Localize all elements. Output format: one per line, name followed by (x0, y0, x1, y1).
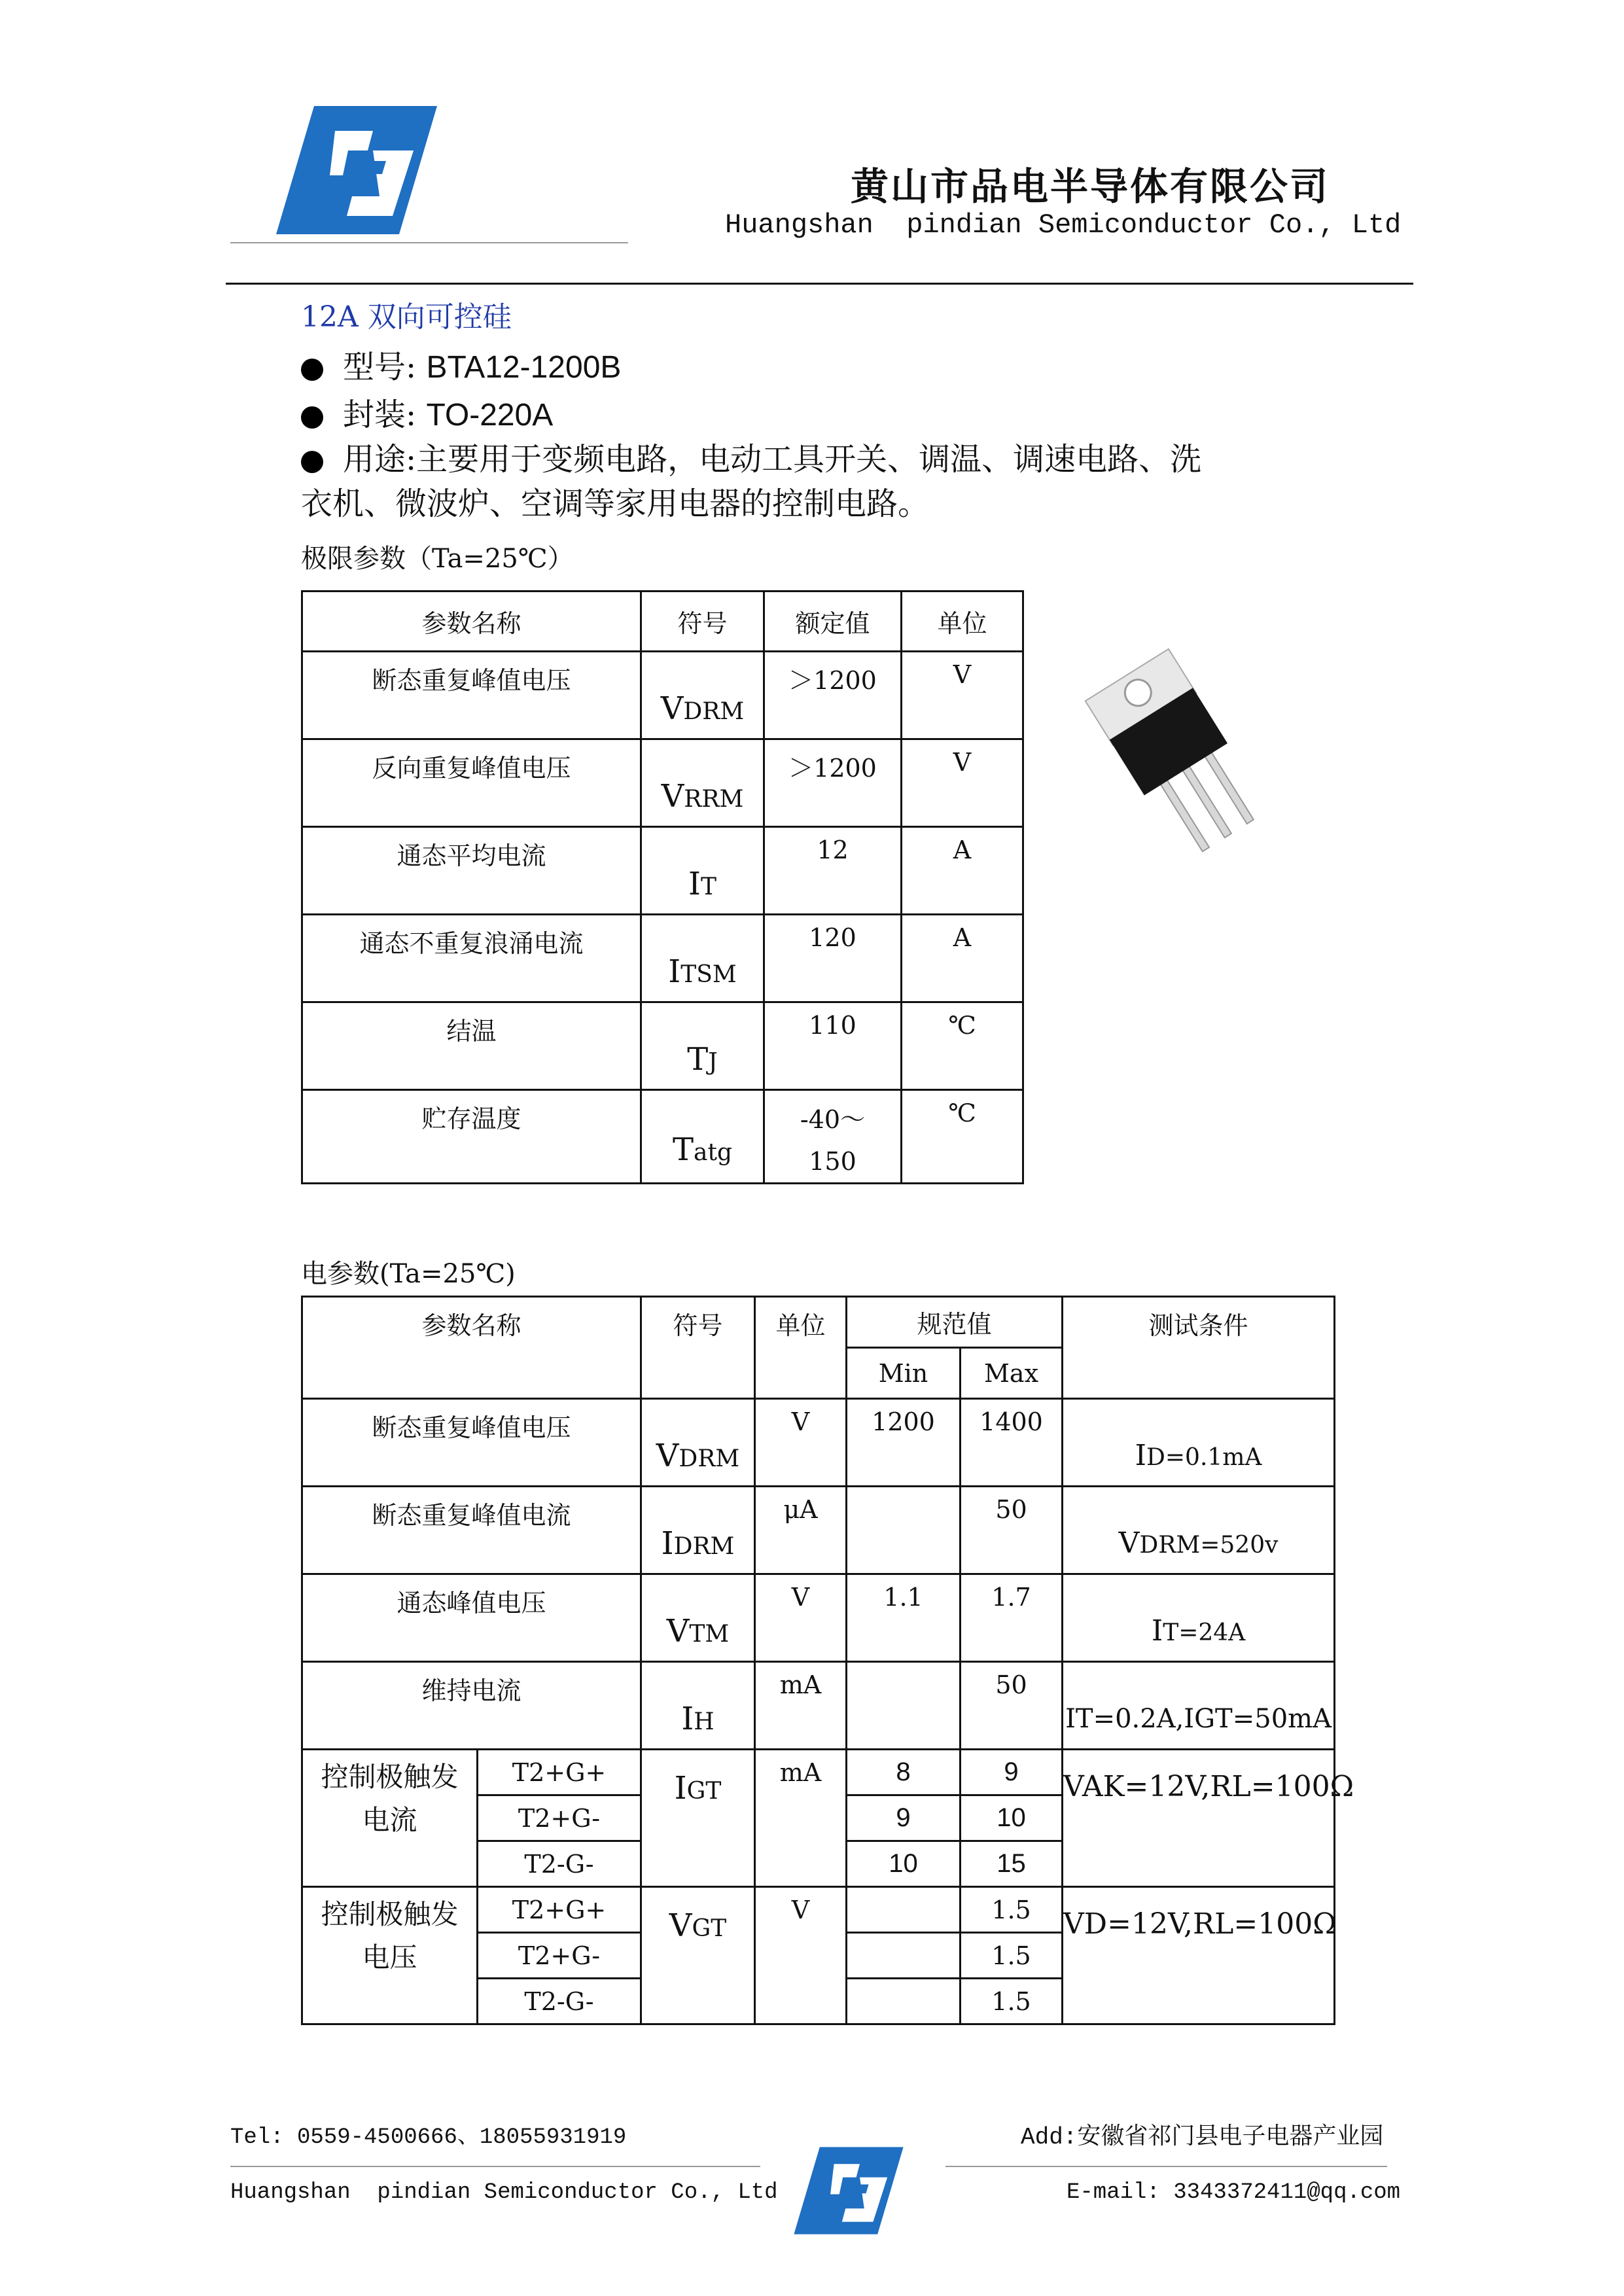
rating-value: 120 (764, 915, 902, 1002)
min-value: 8 (847, 1750, 961, 1795)
rating-value: 12 (764, 827, 902, 915)
model-label: 型号: (343, 349, 427, 385)
param-name: 断态重复峰值电压 (302, 652, 641, 739)
rating-value: ＞1200 (764, 652, 902, 739)
max-value: 50 (961, 1662, 1063, 1750)
abs-ratings-caption: 极限参数（Ta=25℃） (301, 544, 574, 574)
max-value: 15 (961, 1841, 1063, 1887)
test-condition: VD=12V,RL=100Ω (1063, 1887, 1335, 2024)
mode-cell: T2+G- (478, 1795, 641, 1841)
mode-cell: T2-G- (478, 1979, 641, 2024)
unit-cell: A (902, 915, 1023, 1002)
test-condition: IT=0.2A,IGT=50mA (1063, 1662, 1335, 1750)
unit-cell: V (755, 1574, 847, 1662)
unit-cell: A (902, 827, 1023, 915)
param-name: 通态峰值电压 (302, 1574, 641, 1662)
min-value: 1.1 (847, 1574, 961, 1662)
param-name: 贮存温度 (302, 1090, 641, 1184)
symbol-cell: TJ (641, 1002, 764, 1090)
logo-underline (230, 242, 628, 243)
table-row (302, 1399, 1335, 1487)
symbol-cell: VTM (641, 1574, 755, 1662)
usage-text: 用途:主要用于变频电路，电动工具开关、调温、调速电路、洗衣机、微波炉、空调等家用电器的控制电路。 (301, 441, 1202, 522)
rating-value: 110 (764, 1002, 902, 1090)
header-cell-max: Max (961, 1348, 1063, 1399)
param-name: 断态重复峰值电流 (302, 1487, 641, 1574)
symbol-cell: IT (641, 827, 764, 915)
header-divider (226, 283, 1413, 285)
test-condition: ID=0.1mA (1063, 1399, 1335, 1487)
symbol-cell: IGT (641, 1750, 755, 1887)
footer-company-en: Huangshan pindian Semiconductor Co., Ltd (230, 2180, 778, 2205)
table-row (302, 1887, 1335, 1933)
header-cell: 单位 (755, 1297, 847, 1399)
footer-divider-right (945, 2166, 1387, 2167)
param-name: 通态平均电流 (302, 827, 641, 915)
footer-divider-left (230, 2166, 760, 2167)
usage-paragraph (301, 437, 1217, 526)
rating-value: -40～150 (764, 1090, 902, 1184)
header-cell: 符号 (641, 592, 764, 652)
unit-cell: V (755, 1399, 847, 1487)
footer-address: Add:安徽省祁门县电子电器产业园 (1021, 2124, 1384, 2151)
min-value (847, 1887, 961, 1933)
symbol-cell: IH (641, 1662, 755, 1750)
abs-ratings-table (301, 590, 1024, 1184)
test-condition: VAK=12V,RL=100Ω (1063, 1750, 1335, 1887)
param-name: 控制极触发电压 (302, 1887, 478, 2024)
min-value (847, 1662, 961, 1750)
max-value: 9 (961, 1750, 1063, 1795)
table-row (302, 1090, 1023, 1184)
unit-cell: μA (755, 1487, 847, 1574)
table-row (302, 1002, 1023, 1090)
model-line (301, 342, 621, 387)
header-cell: 测试条件 (1063, 1297, 1335, 1399)
max-value: 1.5 (961, 1887, 1063, 1933)
symbol-cell: ITSM (641, 915, 764, 1002)
param-name: 维持电流 (302, 1662, 641, 1750)
symbol-cell: VDRM (641, 652, 764, 739)
table-row (302, 1487, 1335, 1574)
header-cell: 单位 (902, 592, 1023, 652)
param-name: 反向重复峰值电压 (302, 739, 641, 827)
param-name: 控制极触发电流 (302, 1750, 478, 1887)
symbol-cell: VRRM (641, 739, 764, 827)
package-value: TO-220A (426, 398, 554, 433)
symbol-cell: VGT (641, 1887, 755, 2024)
bullet-icon (301, 359, 323, 381)
test-condition: VDRM=520v (1063, 1487, 1335, 1574)
rating-value: ＞1200 (764, 739, 902, 827)
header-cell: 参数名称 (302, 1297, 641, 1399)
max-value: 1400 (961, 1399, 1063, 1487)
package-label: 封装: (343, 397, 427, 433)
min-value (847, 1487, 961, 1574)
mode-cell: T2+G- (478, 1933, 641, 1979)
min-value (847, 1933, 961, 1979)
max-value: 50 (961, 1487, 1063, 1574)
table-row (302, 915, 1023, 1002)
unit-cell: mA (755, 1750, 847, 1887)
max-value: 1.5 (961, 1933, 1063, 1979)
table-header-row (302, 1297, 1335, 1348)
symbol-cell: VDRM (641, 1399, 755, 1487)
header-cell: 符号 (641, 1297, 755, 1399)
elec-params-table (301, 1296, 1354, 2025)
unit-cell: V (755, 1887, 847, 2024)
company-name-cn: 黄山市品电半导体有限公司 (851, 164, 1330, 209)
package-line (301, 389, 553, 434)
unit-cell: V (902, 652, 1023, 739)
min-value: 10 (847, 1841, 961, 1887)
unit-cell: ℃ (902, 1090, 1023, 1184)
to220-package-image (1067, 645, 1296, 854)
header-cell: 参数名称 (302, 592, 641, 652)
max-value: 1.5 (961, 1979, 1063, 2024)
max-value: 1.7 (961, 1574, 1063, 1662)
max-value: 10 (961, 1795, 1063, 1841)
symbol-cell: IDRM (641, 1487, 755, 1574)
mode-cell: T2+G+ (478, 1887, 641, 1933)
table-row (302, 1574, 1335, 1662)
table-row (302, 1750, 1335, 1795)
header-cell-min: Min (847, 1348, 961, 1399)
param-name: 通态不重复浪涌电流 (302, 915, 641, 1002)
bullet-icon (301, 451, 323, 473)
footer-email: E-mail: 3343372411@qq.com (1067, 2180, 1401, 2205)
company-logo (275, 105, 438, 236)
param-name: 结温 (302, 1002, 641, 1090)
min-value (847, 1979, 961, 2024)
param-name: 断态重复峰值电压 (302, 1399, 641, 1487)
model-value: BTA12-1200B (426, 350, 622, 385)
mode-cell: T2+G+ (478, 1750, 641, 1795)
footer-logo (793, 2145, 904, 2236)
table-header-row (302, 592, 1023, 652)
min-value: 1200 (847, 1399, 961, 1487)
company-name-en: Huangshan pindian Semiconductor Co., Ltd (725, 209, 1402, 241)
bullet-icon (301, 406, 323, 429)
table-row (302, 652, 1023, 739)
unit-cell: mA (755, 1662, 847, 1750)
min-value: 9 (847, 1795, 961, 1841)
header-cell: 规范值 (847, 1297, 1063, 1348)
test-condition: IT=24A (1063, 1574, 1335, 1662)
unit-cell: ℃ (902, 1002, 1023, 1090)
product-title: 12A 双向可控硅 (301, 300, 512, 334)
table-row (302, 827, 1023, 915)
table-row (302, 1662, 1335, 1750)
table-row (302, 739, 1023, 827)
elec-params-caption: 电参数(Ta=25℃) (301, 1259, 516, 1289)
header-cell: 额定值 (764, 592, 902, 652)
footer-tel: Tel: 0559-4500666、18055931919 (230, 2125, 627, 2150)
mode-cell: T2-G- (478, 1841, 641, 1887)
unit-cell: V (902, 739, 1023, 827)
symbol-cell: Tatg (641, 1090, 764, 1184)
